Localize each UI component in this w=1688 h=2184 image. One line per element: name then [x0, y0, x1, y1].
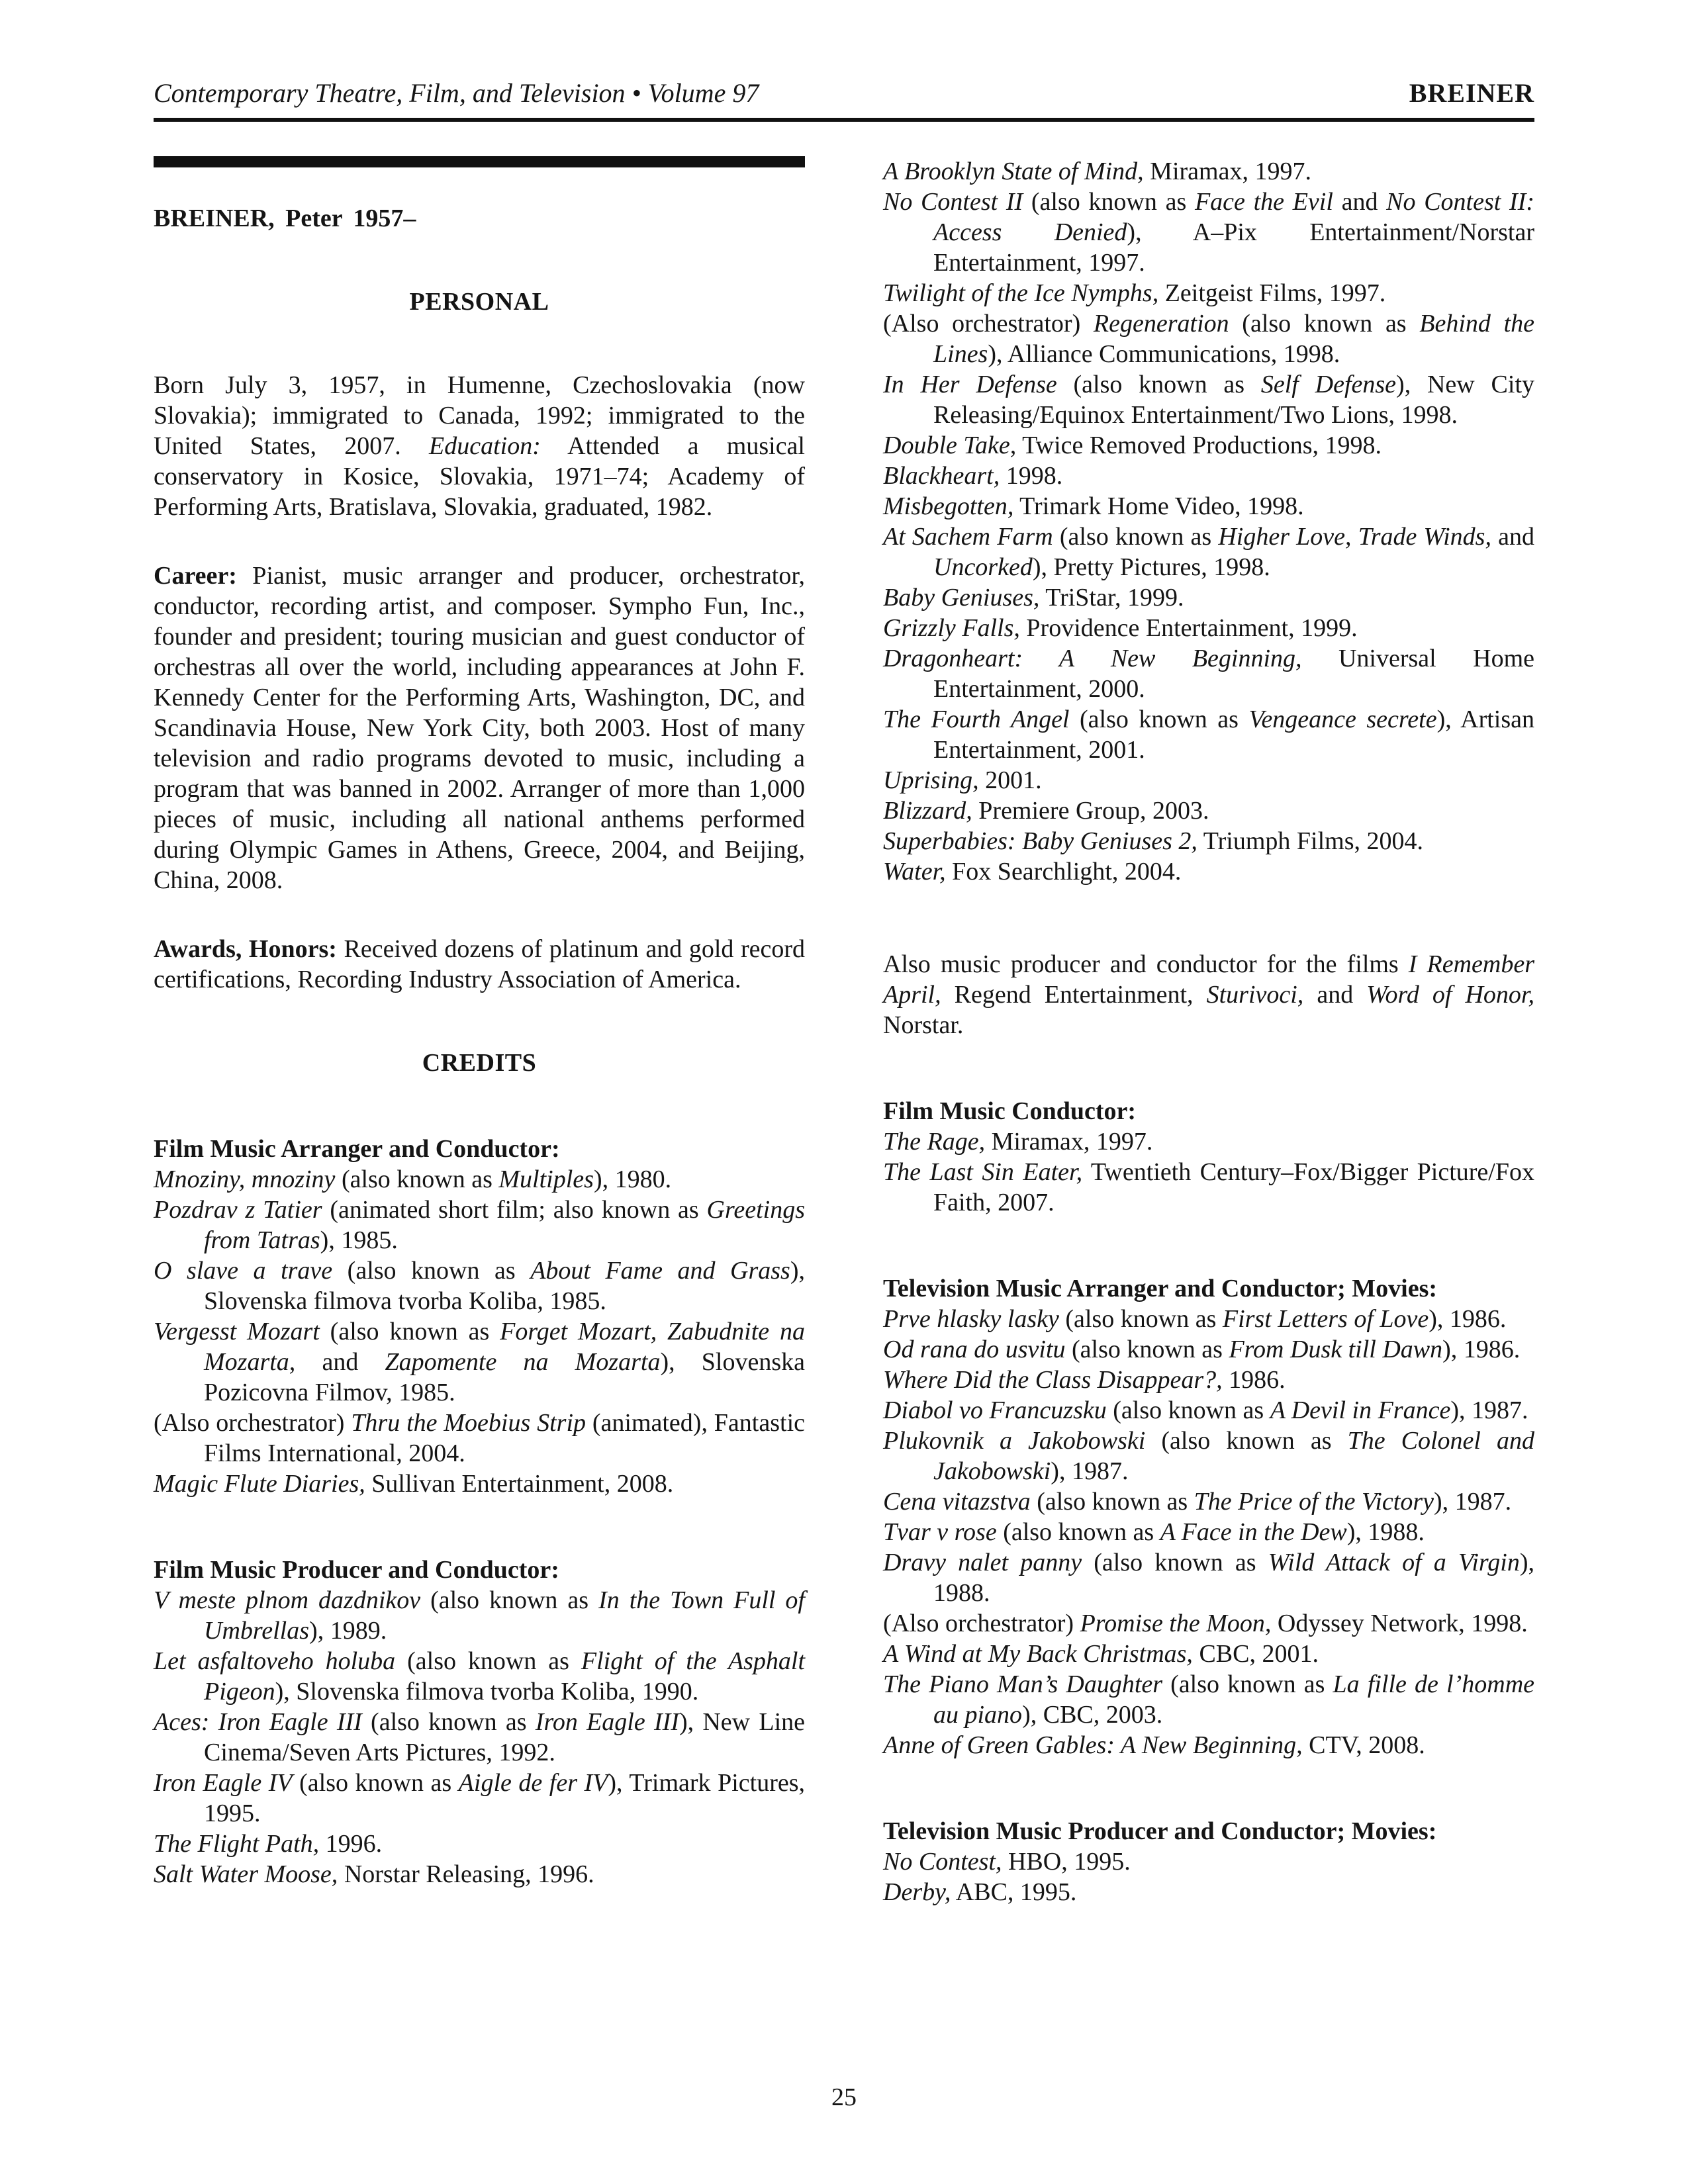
text-segment: Blackheart,: [883, 462, 1000, 490]
text-segment: Born July 3, 1957, in Humenne, Czechoslovakia (now Slovakia); immigrated to Canada, 1992; immigrated to the United States, 2007.: [154, 371, 805, 460]
text-segment: BREINER, Peter 1957–: [154, 205, 416, 232]
credit-item: [154, 1469, 805, 1499]
right-column: [883, 156, 1534, 1907]
text-segment: Premiere Group, 2003.: [972, 797, 1209, 825]
text-segment: (also known as: [1082, 1549, 1268, 1576]
text-segment: First Letters of Love: [1222, 1305, 1429, 1333]
text-segment: Diabol vo Francuzsku: [883, 1396, 1107, 1424]
text-segment: Fox Searchlight, 2004.: [945, 858, 1182, 886]
credit-item: [883, 1730, 1534, 1760]
text-segment: ), 1988.: [933, 1549, 1534, 1607]
text-segment: Odyssey Network, 1998.: [1271, 1610, 1528, 1637]
credit-item: [883, 582, 1534, 613]
text-segment: Aigle de fer IV: [458, 1769, 608, 1797]
credit-item: [883, 704, 1534, 765]
text-segment: (also known as: [1053, 523, 1219, 551]
text-segment: In Her Defense: [883, 371, 1057, 398]
text-segment: ), 1987.: [1450, 1396, 1528, 1424]
tv-music-producer-conductor-movies-subheading: [883, 1816, 1534, 1846]
text-segment: Vengeance secrete: [1248, 705, 1437, 733]
text-segment: and: [1491, 523, 1534, 551]
text-segment: At Sachem Farm: [883, 523, 1053, 551]
credit-item: [883, 491, 1534, 522]
credit-item: [154, 1195, 805, 1255]
tv-music-arranger-conductor-movies-subheading: [883, 1273, 1534, 1304]
text-segment: CBC, 2001.: [1192, 1640, 1319, 1668]
text-segment: Superbabies: Baby Geniuses 2,: [883, 827, 1197, 855]
text-segment: Double Take,: [883, 432, 1017, 459]
text-segment: Miramax, 1997.: [1143, 158, 1311, 185]
text-segment: Water,: [883, 858, 946, 886]
text-segment: V meste plnom dazdnikov: [154, 1586, 421, 1614]
text-segment: (Also orchestrator): [154, 1409, 352, 1437]
text-segment: ), Slovenska filmova tvorba Koliba, 1985.: [204, 1257, 805, 1315]
text-segment: (also known as: [395, 1647, 581, 1675]
text-segment: The Price of the Victory: [1194, 1488, 1434, 1516]
text-segment: A Wind at My Back Christmas,: [883, 1640, 1193, 1668]
credit-item: [883, 856, 1534, 887]
credit-item: [883, 430, 1534, 461]
text-segment: Television Music Producer and Conductor; Movies:: [883, 1817, 1437, 1845]
text-segment: Plukovnik a Jakobowski: [883, 1427, 1146, 1455]
text-segment: A Devil in France: [1270, 1396, 1451, 1424]
text-segment: In the Town Full of Umbrellas: [204, 1586, 805, 1645]
text-segment: Universal Home Entertainment, 2000.: [933, 645, 1534, 703]
text-segment: O slave a trave: [154, 1257, 333, 1285]
text-segment: 2001.: [978, 766, 1042, 794]
credit-item: [883, 308, 1534, 369]
credit-item: [883, 1486, 1534, 1517]
text-segment: ), Trimark Pictures, 1995.: [204, 1769, 805, 1827]
text-segment: Greetings from Tatras: [204, 1196, 806, 1254]
text-segment: I Remember April,: [883, 950, 1535, 1009]
personal-section-heading: [154, 287, 805, 317]
text-segment: ), Slovenska filmova tvorba Koliba, 1990.: [275, 1678, 699, 1706]
text-segment: TriStar, 1999.: [1039, 584, 1184, 612]
text-segment: No Contest,: [883, 1848, 1002, 1876]
text-segment: Awards, Honors:: [154, 935, 337, 963]
text-segment: ), 1985.: [320, 1226, 398, 1254]
text-segment: Let asfaltoveho holuba: [154, 1647, 396, 1675]
entry-divider-bar: [154, 156, 805, 167]
text-segment: Cena vitazstva: [883, 1488, 1031, 1516]
text-segment: ), Alliance Communications, 1998.: [988, 340, 1340, 368]
text-segment: (also known as: [1058, 1305, 1223, 1333]
text-segment: ), 1980.: [593, 1165, 672, 1193]
text-segment: The Last Sin Eater,: [883, 1158, 1083, 1186]
text-segment: From Dusk till Dawn: [1229, 1336, 1443, 1363]
text-segment: No Contest II: Access Denied: [933, 188, 1534, 246]
text-segment: Multiples: [498, 1165, 594, 1193]
text-segment: Promise the Moon,: [1080, 1610, 1272, 1637]
text-segment: ABC, 1995.: [951, 1878, 1077, 1906]
text-segment: ), CBC, 2003.: [1022, 1701, 1163, 1729]
credit-item: [154, 1646, 805, 1707]
credit-item: [883, 278, 1534, 308]
text-segment: Dravy nalet panny: [883, 1549, 1082, 1576]
text-segment: (also known as: [361, 1708, 536, 1736]
text-segment: (also known as: [996, 1518, 1160, 1546]
text-segment: Vergesst Mozart: [154, 1318, 320, 1345]
text-segment: Film Music Conductor:: [883, 1097, 1137, 1125]
text-segment: (also known as: [1145, 1427, 1348, 1455]
text-segment: (also known as: [1229, 310, 1420, 338]
credit-item: [883, 1877, 1534, 1907]
credits-section-heading: [154, 1048, 805, 1078]
text-segment: Od rana do usvitu: [883, 1336, 1066, 1363]
text-segment: Behind the Lines: [933, 310, 1535, 368]
text-segment: Aces: Iron Eagle III: [154, 1708, 362, 1736]
film-music-arranger-conductor-subheading: [154, 1134, 805, 1164]
text-segment: ), 1987.: [1051, 1457, 1129, 1485]
credit-item: [883, 1547, 1534, 1608]
text-segment: Zeitgeist Films, 1997.: [1158, 279, 1386, 307]
text-segment: Iron Eagle IV: [154, 1769, 293, 1797]
credit-item: [154, 1829, 805, 1859]
text-segment: ), A–Pix Entertainment/Norstar Entertainment, 1997.: [933, 218, 1534, 277]
credit-item: [883, 1365, 1534, 1395]
text-segment: Flight of the Asphalt Pigeon: [204, 1647, 806, 1706]
text-segment: Prve hlasky lasky: [883, 1305, 1059, 1333]
text-segment: Twilight of the Ice Nymphs,: [883, 279, 1159, 307]
text-segment: Pozdrav z Tatier: [154, 1196, 322, 1224]
text-segment: Higher Love, Trade Winds,: [1218, 523, 1491, 551]
text-segment: (also known as: [1030, 1488, 1194, 1516]
text-segment: Also music producer and conductor for the films: [883, 950, 1409, 978]
awards-paragraph: [154, 934, 805, 995]
text-segment: Norstar Releasing, 1996.: [338, 1860, 594, 1888]
credit-item: [883, 187, 1534, 278]
text-segment: Magic Flute Diaries,: [154, 1470, 365, 1498]
text-segment: HBO, 1995.: [1002, 1848, 1131, 1876]
text-segment: Regeneration: [1093, 310, 1229, 338]
text-segment: Twentieth Century–Fox/Bigger Picture/Fox Faith, 2007.: [933, 1158, 1534, 1216]
text-segment: A Face in the Dew: [1160, 1518, 1347, 1546]
text-segment: The Colonel and Jakobowski: [933, 1427, 1535, 1485]
page-footer: [154, 2054, 1534, 2113]
credit-item: [883, 1126, 1534, 1157]
text-segment: Sullivan Entertainment, 2008.: [365, 1470, 674, 1498]
credit-item: [883, 613, 1534, 643]
page-number: 25: [831, 2083, 857, 2111]
credit-item: [883, 1669, 1534, 1730]
text-segment: Misbegotten,: [883, 492, 1014, 520]
text-segment: Twice Removed Productions, 1998.: [1016, 432, 1382, 459]
credit-item: [883, 1334, 1534, 1365]
credit-item: [883, 1395, 1534, 1426]
entry-name-heading: [154, 203, 805, 234]
text-segment: (also known as: [420, 1586, 599, 1614]
credit-item: [154, 1768, 805, 1829]
text-segment: Grizzly Falls,: [883, 614, 1020, 642]
text-segment: The Flight Path,: [154, 1830, 320, 1858]
text-segment: ), 1987.: [1433, 1488, 1512, 1516]
text-segment: (Also orchestrator): [883, 1610, 1080, 1637]
text-segment: ), 1986.: [1442, 1336, 1521, 1363]
text-segment: (also known as: [319, 1318, 500, 1345]
text-segment: (also known as: [335, 1165, 499, 1193]
two-column-layout: [154, 156, 1534, 2054]
film-music-producer-conductor-subheading: [154, 1555, 805, 1585]
text-segment: ), 1988.: [1346, 1518, 1425, 1546]
text-segment: Providence Entertainment, 1999.: [1019, 614, 1358, 642]
text-segment: (also known as: [1056, 371, 1261, 398]
text-segment: Blizzard,: [883, 797, 972, 825]
text-segment: Career:: [154, 562, 237, 590]
running-header-entry-name: BREINER: [1409, 78, 1534, 108]
left-column: [154, 156, 805, 1889]
text-segment: and: [1333, 188, 1387, 216]
text-segment: Uprising,: [883, 766, 979, 794]
text-segment: Trimark Home Video, 1998.: [1013, 492, 1304, 520]
text-segment: (Also orchestrator): [883, 310, 1094, 338]
credit-item: [883, 1426, 1534, 1486]
text-segment: PERSONAL: [409, 288, 549, 316]
text-segment: Derby,: [883, 1878, 951, 1906]
running-header: [154, 78, 1534, 122]
text-segment: Television Music Arranger and Conductor; Movies:: [883, 1275, 1438, 1302]
credit-item: [883, 1157, 1534, 1218]
text-segment: ), New Line Cinema/Seven Arts Pictures, 1992.: [204, 1708, 806, 1766]
text-segment: (also known as: [332, 1257, 531, 1285]
text-segment: The Rage,: [883, 1128, 986, 1156]
text-segment: Mnoziny, mnoziny: [154, 1165, 336, 1193]
text-segment: Film Music Arranger and Conductor:: [154, 1135, 560, 1163]
text-segment: Sturivoci,: [1206, 981, 1304, 1009]
text-segment: La fille de l’homme au piano: [933, 1670, 1535, 1729]
text-segment: Dragonheart: A New Beginning,: [883, 645, 1302, 672]
text-segment: A Brooklyn State of Mind,: [883, 158, 1144, 185]
text-segment: Where Did the Class Disappear?,: [883, 1366, 1223, 1394]
text-segment: (also known as: [292, 1769, 459, 1797]
text-segment: and: [295, 1348, 385, 1376]
film-music-conductor-subheading: [883, 1096, 1534, 1126]
text-segment: ), 1989.: [309, 1617, 387, 1645]
text-segment: Received dozens of platinum and gold record certifications, Recording Industry Association of America.: [154, 935, 805, 993]
credit-item: [883, 156, 1534, 187]
text-segment: Film Music Producer and Conductor:: [154, 1556, 559, 1584]
credit-item: [883, 643, 1534, 704]
credit-item: [883, 1304, 1534, 1334]
credit-item: [883, 796, 1534, 826]
text-segment: Regend Entertainment,: [941, 981, 1207, 1009]
text-segment: and: [1303, 981, 1367, 1009]
text-segment: (also known as: [1023, 188, 1195, 216]
credit-item: [883, 1517, 1534, 1547]
credit-item: [883, 461, 1534, 491]
text-segment: Face the Evil: [1194, 188, 1333, 216]
text-segment: (also known as: [1162, 1670, 1333, 1698]
text-segment: Forget Mozart, Zabudnite na Mozarta,: [204, 1318, 805, 1376]
text-segment: Self Defense: [1260, 371, 1397, 398]
text-segment: Norstar.: [883, 1011, 964, 1039]
text-segment: Miramax, 1997.: [985, 1128, 1153, 1156]
text-segment: CREDITS: [422, 1049, 537, 1077]
running-header-title: Contemporary Theatre, Film, and Television • Volume 97: [154, 78, 759, 108]
text-segment: (also known as: [1069, 705, 1249, 733]
text-segment: Education:: [429, 432, 541, 460]
text-segment: ), Pretty Pictures, 1998.: [1032, 553, 1270, 581]
text-segment: About Fame and Grass: [530, 1257, 790, 1285]
text-segment: 1986.: [1222, 1366, 1286, 1394]
credit-item: [883, 369, 1534, 430]
text-segment: Salt Water Moose,: [154, 1860, 338, 1888]
text-segment: Tvar v rose: [883, 1518, 997, 1546]
text-segment: ), New City Releasing/Equinox Entertainment/Two Lions, 1998.: [933, 371, 1534, 429]
credit-item: [883, 1846, 1534, 1877]
text-segment: Anne of Green Gables: A New Beginning,: [883, 1731, 1303, 1759]
text-segment: Word of Honor,: [1366, 981, 1534, 1009]
credit-item: [154, 1707, 805, 1768]
credit-item: [154, 1255, 805, 1316]
credit-item: [154, 1316, 805, 1408]
text-segment: Pianist, music arranger and producer, orchestrator, conductor, recording artist, and composer. Sympho Fun, Inc., founder and president; touring musician and guest conductor of orchestras all over the world, including appearances at John F. Kennedy Center for the Performing Arts, Washington, DC, and Scandinavia House, New York City, both 2003. Host of many television and radio programs devoted to music, including a program that was banned in 2002. Arranger of more than 1,000 pieces of music, including all national anthems performed during Olympic Games in Athens, Greece, 2004, and Beijing, China, 2008.: [154, 562, 805, 894]
text-segment: Baby Geniuses,: [883, 584, 1040, 612]
text-segment: ), Slovenska Pozicovna Filmov, 1985.: [204, 1348, 805, 1406]
text-segment: ), 1986.: [1429, 1305, 1507, 1333]
text-segment: No Contest II: [883, 188, 1023, 216]
credit-item: [154, 1408, 805, 1469]
text-segment: (also known as: [1065, 1336, 1229, 1363]
text-segment: (animated), Fantastic Films International, 2004.: [204, 1409, 805, 1467]
text-segment: Iron Eagle III: [535, 1708, 679, 1736]
credit-item: [154, 1585, 805, 1646]
text-segment: ), Artisan Entertainment, 2001.: [933, 705, 1535, 764]
text-segment: CTV, 2008.: [1302, 1731, 1425, 1759]
credit-item: [883, 765, 1534, 796]
text-segment: Uncorked: [933, 553, 1033, 581]
credit-item: [883, 1608, 1534, 1639]
personal-paragraph: [154, 370, 805, 522]
text-segment: The Piano Man’s Daughter: [883, 1670, 1163, 1698]
text-segment: (animated short film; also known as: [322, 1196, 707, 1224]
text-segment: 1996.: [319, 1830, 383, 1858]
text-segment: The Fourth Angel: [883, 705, 1070, 733]
text-segment: Thru the Moebius Strip: [351, 1409, 586, 1437]
text-segment: Attended a musical conservatory in Kosice, Slovakia, 1971–74; Academy of Performing Arts, Bratislava, Slovakia, graduated, 1982.: [154, 432, 805, 521]
credit-item: [883, 522, 1534, 582]
credit-item: [883, 826, 1534, 856]
text-segment: 1998.: [1000, 462, 1063, 490]
credit-item: [883, 1639, 1534, 1669]
career-paragraph: [154, 561, 805, 895]
credit-item: [154, 1859, 805, 1889]
also-credits-paragraph: [883, 949, 1534, 1040]
text-segment: Triumph Films, 2004.: [1197, 827, 1423, 855]
text-segment: Wild Attack of a Virgin: [1268, 1549, 1520, 1576]
credit-item: [154, 1164, 805, 1195]
text-segment: (also known as: [1106, 1396, 1270, 1424]
text-segment: Zapomente na Mozarta: [385, 1348, 661, 1376]
